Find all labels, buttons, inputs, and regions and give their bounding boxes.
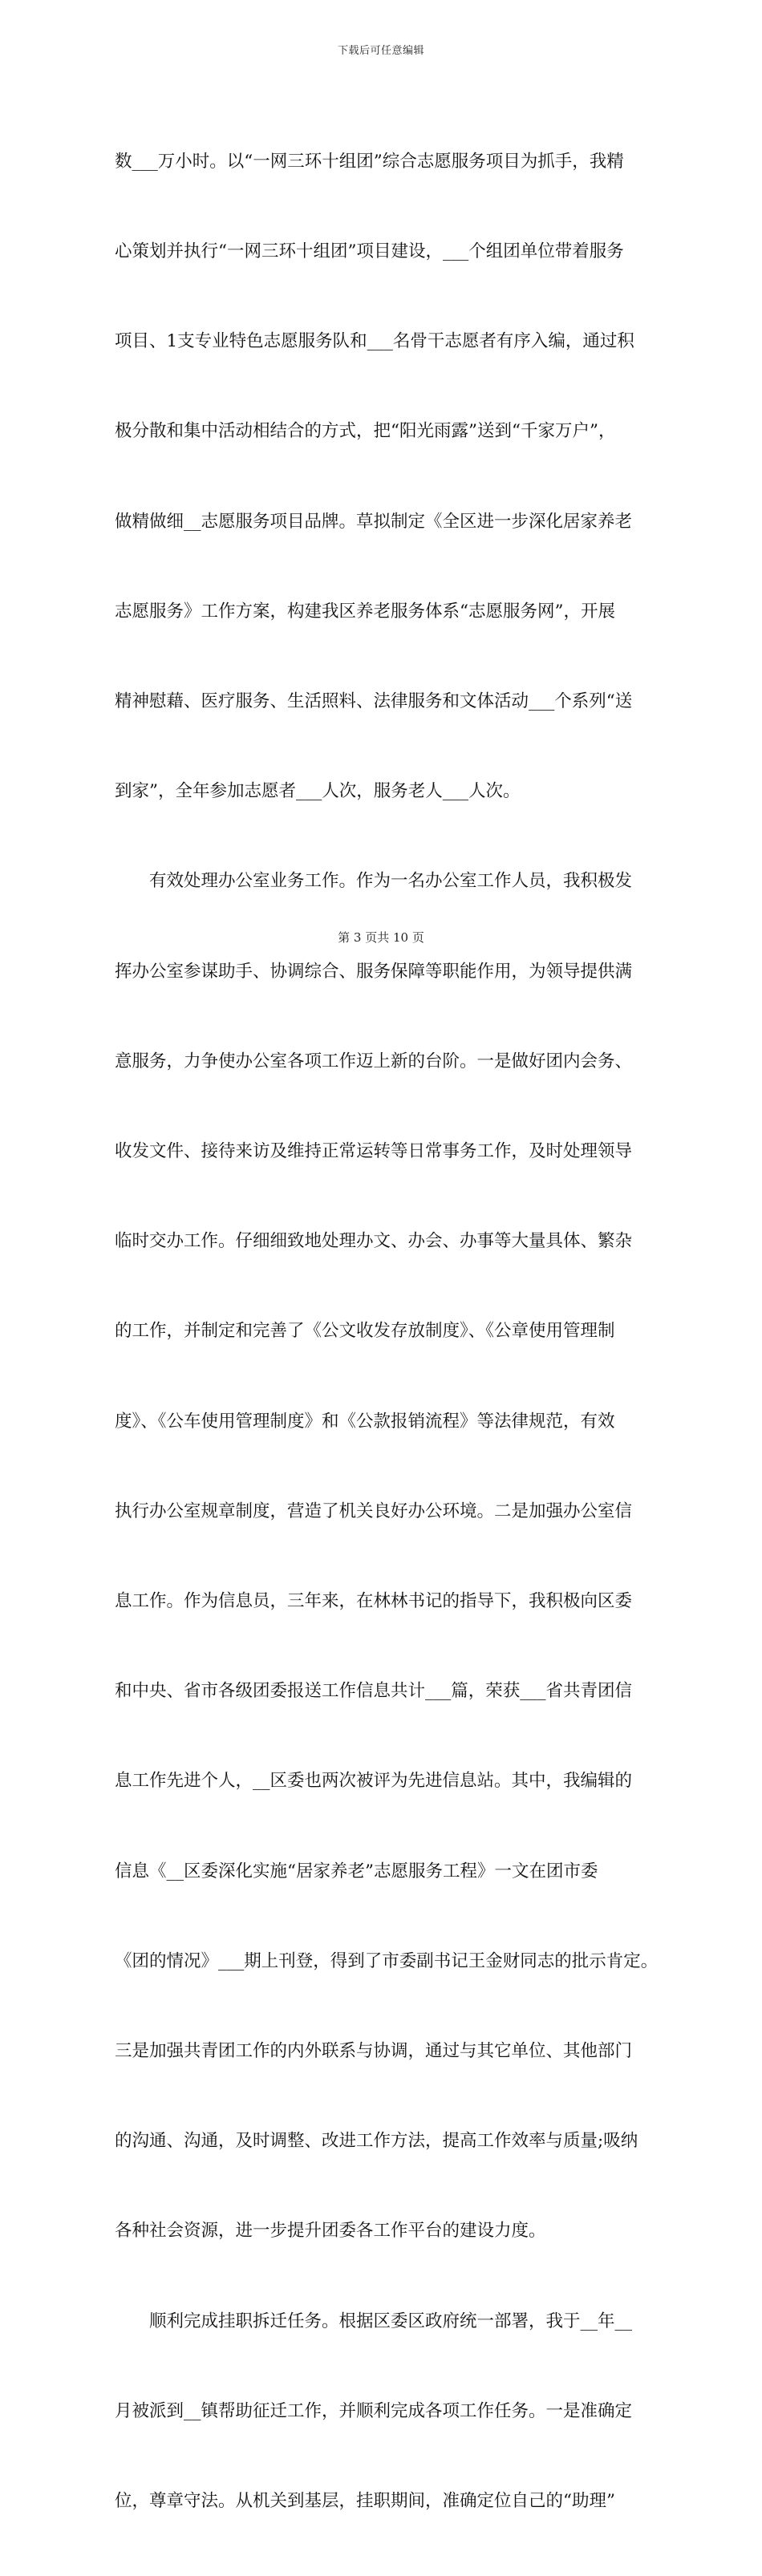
text-line: 意服务，力争使办公室各项工作迈上新的台阶。一是做好团内会务、: [115, 1051, 633, 1071]
text-line: 三是加强共青团工作的内外联系与协调，通过与其它单位、其他部门: [115, 2041, 633, 2062]
text-line: 位，尊章守法。从机关到基层，挂职期间，准确定位自己的“助理”: [115, 2491, 615, 2512]
body-text: [115, 87, 659, 2576]
text-line: 临时交办工作。仔细细致地处理办文、办会、办事等大量具体、繁杂: [115, 1231, 633, 1252]
text-line: 息工作先进个人，__区委也两次被评为先进信息站。其中，我编辑的: [115, 1771, 633, 1792]
text-line: 各种社会资源，进一步提升团委各工作平台的建设力度。: [115, 2221, 546, 2242]
text-line: 的沟通、沟通，及时调整、改进工作方法，提高工作效率与质量;吸纳: [115, 2131, 638, 2152]
text-line: 的工作，并制定和完善了《公文收发存放制度》、《公章使用管理制: [115, 1321, 615, 1342]
text-line: 收发文件、接待来访及维持正常运转等日常事务工作，及时处理领导: [115, 1141, 633, 1162]
text-line: 志愿服务》工作方案，构建我区养老服务体系“志愿服务网”，开展: [115, 601, 615, 622]
document-body: [115, 87, 659, 2576]
text-line: 度》、《公车使用管理制度》和《公款报销流程》等法律规范，有效: [115, 1411, 615, 1432]
text-line: 极分散和集中活动相结合的方式，把“阳光雨露”送到“千家万户”，: [115, 421, 616, 442]
page-number: 第 3 页共 10 页: [338, 930, 424, 945]
text-line: 到家”，全年参加志愿者___人次，服务老人___人次。: [115, 781, 521, 802]
text-line: 顺利完成挂职拆迁任务。根据区委区政府统一部署，我于__年__: [115, 2311, 633, 2331]
text-line: 息工作。作为信息员，三年来，在林林书记的指导下，我积极向区委: [115, 1591, 633, 1612]
text-line: 数___万小时。以“一网三环十组团”综合志愿服务项目为抓手，我精: [115, 151, 624, 172]
text-line: 精神慰藉、医疗服务、生活照料、法律服务和文体活动___个系列“送: [115, 691, 633, 712]
text-line: 做精做细__志愿服务项目品牌。草拟制定《全区进一步深化居家养老: [115, 511, 633, 532]
text-line: 心策划并执行“一网三环十组团”项目建设，___个组团单位带着服务: [115, 241, 624, 262]
text-line: 执行办公室规章制度，营造了机关良好办公环境。二是加强办公室信: [115, 1501, 633, 1521]
text-line: 信息《__区委深化实施“居家养老”志愿服务工程》一文在团市委: [115, 1861, 598, 1881]
text-line: 和中央、省市各级团委报送工作信息共计___篇，荣获___省共青团信: [115, 1681, 633, 1702]
text-line: 挥办公室参谋助手、协调综合、服务保障等职能作用，为领导提供满: [115, 961, 633, 982]
page-header-note: 下载后可任意编辑: [337, 45, 424, 57]
text-line: 月被派到__镇帮助征迁工作，并顺利完成各项工作任务。一是准确定: [115, 2400, 633, 2421]
text-line: 有效处理办公室业务工作。作为一名办公室工作人员，我积极发: [115, 871, 633, 892]
text-line: 项目、1支专业特色志愿服务队和___名骨干志愿者有序入编，通过积: [115, 331, 634, 352]
text-line: 《团的情况》___期上刊登，得到了市委副书记王金财同志的批示肯定。: [115, 1950, 659, 1971]
